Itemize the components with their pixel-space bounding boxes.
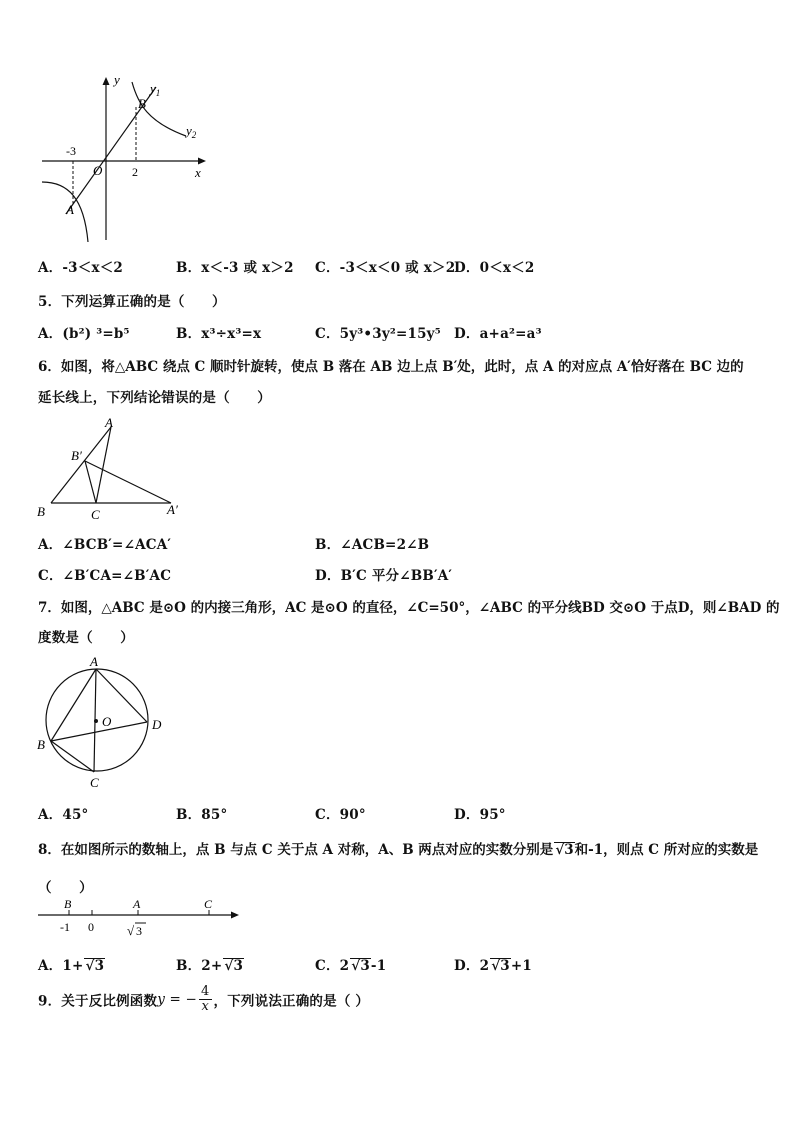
circle-figure bbox=[34, 652, 174, 792]
vertex-c-label: C bbox=[90, 775, 99, 790]
sqrt-symbol: √3 bbox=[85, 958, 105, 974]
x-axis-label: x bbox=[195, 165, 201, 180]
sqrt-symbol: √3 bbox=[491, 958, 510, 974]
q6-stem-line1: 6．如图，将△ABC 绕点 C 顺时针旋转，使点 B 落在 AB 边上点 B′处，此时，点 A 的对应点 A′恰好落在 BC 边的 bbox=[38, 359, 744, 375]
point-a-label: A bbox=[66, 202, 74, 217]
tick-label-sqrt-value: 3 bbox=[136, 924, 142, 938]
center-dot-icon bbox=[94, 719, 98, 723]
vertex-b-label: B bbox=[37, 737, 45, 752]
q4-option-d[interactable]: D．0＜x＜2 bbox=[454, 260, 535, 276]
vertex-b-label: B bbox=[37, 504, 45, 519]
point-b-label: B bbox=[138, 96, 146, 111]
q9-stem: 9．关于反比例函数y = − $\frac{4}{x}$ ，下列说法正确的是（ ） bbox=[38, 984, 370, 1014]
tick-label-zero: 0 bbox=[88, 920, 94, 934]
chord-a-b bbox=[51, 669, 96, 741]
q7-stem-line1: 7．如图，△ABC 是⊙O 的内接三角形，AC 是⊙O 的直径，∠C=50°，∠ABC 的平分线BD 交⊙O 于点D，则∠BAD 的 bbox=[38, 600, 780, 616]
q7-option-c[interactable]: C．90° bbox=[315, 807, 366, 823]
q4-option-b[interactable]: B．x＜-3 或 x＞2 bbox=[176, 260, 294, 276]
point-b-label: B bbox=[64, 897, 72, 911]
vertex-d-label: D bbox=[152, 717, 162, 732]
function-graph bbox=[36, 74, 216, 246]
curve-y2-label: $y_2$ bbox=[186, 123, 197, 140]
q7-stem-line2: 度数是（ ） bbox=[38, 630, 134, 646]
origin-label: O bbox=[93, 163, 103, 178]
q4-option-a[interactable]: A．-3＜x＜2 bbox=[38, 260, 124, 276]
q9-var: y bbox=[157, 991, 166, 1008]
q9-eq: = − bbox=[165, 991, 198, 1008]
q8-option-a[interactable]: A．1+ √3 bbox=[38, 958, 105, 974]
segment-bprime-c bbox=[85, 461, 96, 503]
x-axis-arrow-icon bbox=[198, 158, 206, 165]
segment-bprime-aprime bbox=[85, 461, 171, 503]
number-line-figure bbox=[36, 896, 246, 942]
sqrt-symbol: √3 bbox=[224, 958, 244, 974]
point-c-label: C bbox=[204, 897, 213, 911]
tick-label-neg3: -3 bbox=[66, 144, 76, 158]
q7-option-d[interactable]: D．95° bbox=[454, 807, 506, 823]
q7-option-a[interactable]: A．45° bbox=[38, 807, 89, 823]
rotation-triangle-figure bbox=[34, 414, 194, 524]
q8-option-d[interactable]: D．2 √3+1 bbox=[454, 958, 532, 974]
point-a-label: A bbox=[133, 897, 141, 911]
y-axis-arrow-icon bbox=[103, 77, 110, 85]
vertex-aprime-label: A′ bbox=[167, 502, 178, 517]
chord-b-d bbox=[51, 722, 147, 741]
q8-stem-post: 和-1，则点 C 所对应的实数是 bbox=[574, 842, 759, 858]
segment-b-a bbox=[51, 427, 111, 503]
vertex-bprime-label: B′ bbox=[71, 448, 82, 463]
q5-stem: 5．下列运算正确的是（ ） bbox=[38, 294, 226, 310]
chord-b-c bbox=[51, 741, 94, 772]
curve-y1-label: $y_1$ bbox=[150, 81, 161, 98]
segment-a-c bbox=[96, 427, 111, 503]
q8-option-b[interactable]: B．2+ √3 bbox=[176, 958, 244, 974]
hyperbola-branch-left bbox=[42, 182, 88, 242]
q6-option-c[interactable]: C．∠B′CA=∠B′AC bbox=[38, 568, 172, 584]
sqrt-symbol: √3 bbox=[351, 958, 370, 974]
tick-label-2: 2 bbox=[132, 165, 138, 179]
q6-stem-line2: 延长线上，下列结论错误的是（ ） bbox=[38, 390, 271, 406]
center-o-label: O bbox=[102, 714, 112, 729]
q5-option-d[interactable]: D．a+a²=a³ bbox=[454, 326, 542, 342]
q4-option-c[interactable]: C．-3＜x＜0 或 x＞2 bbox=[315, 260, 456, 276]
q6-option-b[interactable]: B．∠ACB=2∠B bbox=[315, 537, 430, 553]
tick-label-minus-one: -1 bbox=[60, 920, 70, 934]
q8-stem-line2: （ ） bbox=[38, 880, 93, 896]
q7-option-b[interactable]: B．85° bbox=[176, 807, 228, 823]
q5-option-a[interactable]: A．(b²) ³=b⁵ bbox=[38, 326, 130, 342]
q9-fraction: $\frac{4}{x}$ bbox=[201, 984, 210, 1014]
q6-option-d[interactable]: D．B′C 平分∠BB′A′ bbox=[315, 568, 453, 584]
q5-option-b[interactable]: B．x³÷x³=x bbox=[176, 326, 262, 342]
q8-stem-sqrt: √3 bbox=[555, 842, 574, 858]
q8-stem-line1 bbox=[38, 838, 758, 858]
q6-option-a[interactable]: A．∠BCB′=∠ACA′ bbox=[38, 537, 172, 553]
q8-option-c[interactable]: C．2 √3-1 bbox=[315, 958, 387, 974]
vertex-c-label: C bbox=[91, 507, 100, 522]
vertex-a-label: A bbox=[90, 654, 98, 669]
number-line-arrow-icon bbox=[231, 912, 239, 919]
q5-option-c[interactable]: C．5y³•3y²=15y⁵ bbox=[315, 326, 441, 342]
tick-label-sqrt-radical-icon: √ bbox=[127, 923, 135, 938]
vertex-a-label: A bbox=[105, 415, 113, 430]
q8-stem-pre: 8．在如图所示的数轴上，点 B 与点 C 关于点 A 对称，A、B 两点对应的实数分别是 bbox=[38, 842, 554, 858]
y-axis-label: y bbox=[114, 74, 120, 87]
